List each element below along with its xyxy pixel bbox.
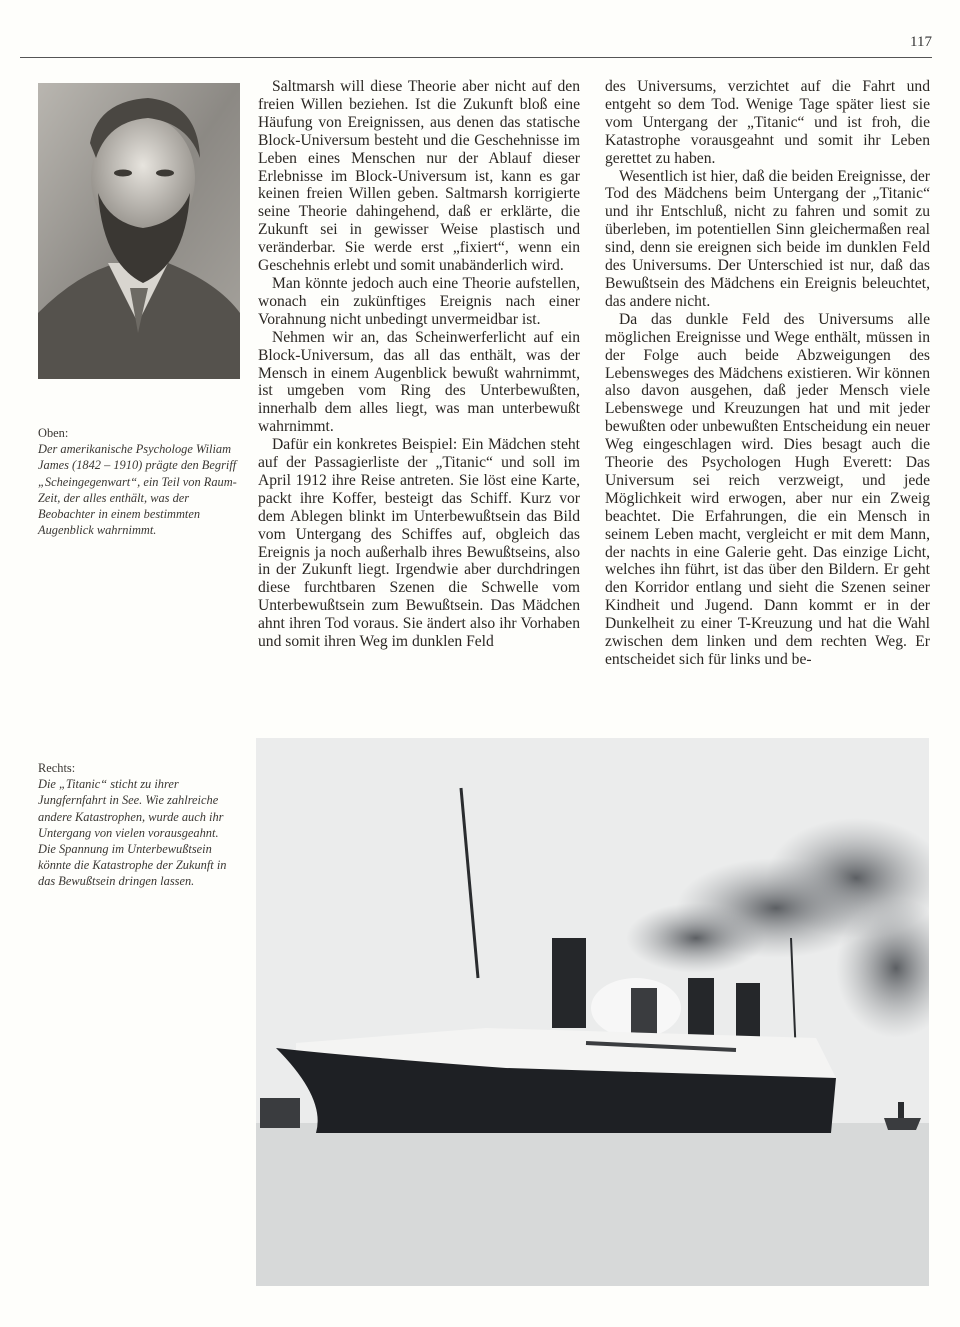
funnel-1 [552, 938, 586, 1028]
text-column-1 [258, 78, 580, 651]
page-number: 117 [910, 34, 932, 50]
paragraph: Da das dunkle Feld des Universums alle möglichen Ereignisse und Wege enthält, müssen in der Folge auch beide Abzweigungen des Lebensweges des Mädchens existieren. Wir können also davon ausgehen, daß jeder Mensch viele Lebenswege und Kreuzungen hat und mit jeder bewußten oder unbewußten Entscheidung ein neuer Weg eingeschlagen wird. Dies besagt auch die Theorie des Psychologen Hugh Everett: Das Universum sei reich verzweigt, und jede Möglichkeit wird erwogen, aber nur ein Zweig beachtet. Die Erfahrungen, die ein Mensch in seinem Leben macht, vergleicht er mit dem Mann, der nachts in eine Galerie geht. Das einzige Licht, welches ihn führt, ist das über den Bildern. Er geht den Korridor entlang und sieht die Szenen seiner Kindheit und Jugend. Dann kommt er in der Dunkelheit zu einer T-Kreuzung und hat die Wahl zwischen dem linken und dem rechten Weg. Er entscheidet sich für links und be- [605, 310, 930, 668]
portrait-illustration [38, 83, 240, 379]
portrait-photo [38, 83, 240, 379]
caption-ship [38, 760, 238, 890]
titanic-photo [256, 738, 929, 1286]
paragraph: Man könnte jedoch auch eine Theorie aufstellen, wonach ein zukünftiges Ereignis nach einer Vorahnung nicht unbedingt unvermeidbar ist. [258, 274, 580, 328]
caption-portrait-text: Der amerikanische Psychologe Wiliam James (1842 – 1910) prägte den Begriff „Scheingegenwart“, ein Teil von Raum-Zeit, der alles enthält, was der Beobachter in einem bestimmten Augenblick wahrnimmt. [38, 442, 237, 538]
caption-ship-lead: Rechts: [38, 761, 76, 775]
tugboat-left [260, 1098, 300, 1128]
paragraph: Nehmen wir an, das Scheinwerferlicht auf ein Block-Universum, das all das enthält, was der Mensch in einem Augenblick bewußt wahrnimmt, ist umgeben vom Ring des Unterbewußten, innerhalb dem alles liegt, was man unterbewußt wahrnimmt. [258, 328, 580, 436]
caption-portrait-lead: Oben: [38, 426, 69, 440]
text-column-2 [605, 78, 930, 669]
header-rule [20, 57, 932, 58]
paragraph: Saltmarsh will diese Theorie aber nicht auf den freien Willen beziehen. Ist die Zukunft bloß eine Häufung von Ereignissen, aus denen das statische Block-Universum besteht und die Geschehnisse im Leben eines Menschen nur der Ablauf dieser Erlebnisse im Block-Universum ist, kann es gar keinen freien Willen geben. Saltmarsh korrigierte seine Theorie dahingehend, daß er erklärte, die Zukunft sei in gewisser Weise plastisch und veränderbar. Sie werde erst „fixiert“, wenn ein Geschehnis erlebt und somit unabänderlich wird. [258, 78, 580, 275]
paragraph-continuation: des Universums, verzichtet auf die Fahrt und entgeht so dem Tod. Wenige Tage später liest sie vom Untergang der „Titanic“ und ist froh, die Katastrophe vorausgeahnt und somit ihr Leben gerettet zu haben. [605, 78, 930, 167]
tugboat-right [884, 1118, 921, 1130]
titanic-illustration [256, 738, 929, 1286]
paragraph: Dafür ein konkretes Beispiel: Ein Mädchen steht auf der Passagierliste der „Titanic“ und soll im April 1912 ihre Reise antreten. Sie löst eine Karte, packt ihre Koffer, besteigt das Schiff. Kurz vor dem Ablegen blinkt im Unterbewußtsein das Bild vom Untergang des Schiffes auf, obgleich das Ereignis ja noch außerhalb ihres Bewußtseins, also in der Zukunft liegt. Irgendwie aber durchdringen diese furchtbaren Szenen die Schwelle vom Unterbewußtsein zum Bewußtsein. Das Mädchen ahnt ihren Tod voraus. Sie ändert also ihr Vorhaben und somit ihren Weg im dunklen Feld [258, 436, 580, 651]
caption-portrait [38, 425, 238, 538]
caption-ship-text: Die „Titanic“ sticht zu ihrer Jungfernfahrt in See. Wie zahlreiche andere Katastrophen, wurde auch ihr Untergang von vielen vorausgeahnt. Die Spannung im Unterbewußtsein könnte die Katastrophe der Zukunft in das Bewußtsein dringen lassen. [38, 777, 227, 889]
water [256, 1123, 929, 1286]
paragraph: Wesentlich ist hier, daß die beiden Ereignisse, der Tod des Mädchens beim Untergang der „Titanic“ und ihr Entschluß, nicht zu fahren und somit zu überleben, im potentiellen Sinn gleichermaßen real sind, denn sie ereignen sich beide im dunklen Feld des Universums. Der Unterschied ist nur, daß das Bewußtsein des Mädchens ein Ereignis beleuchtet, das andere nicht. [605, 167, 930, 310]
